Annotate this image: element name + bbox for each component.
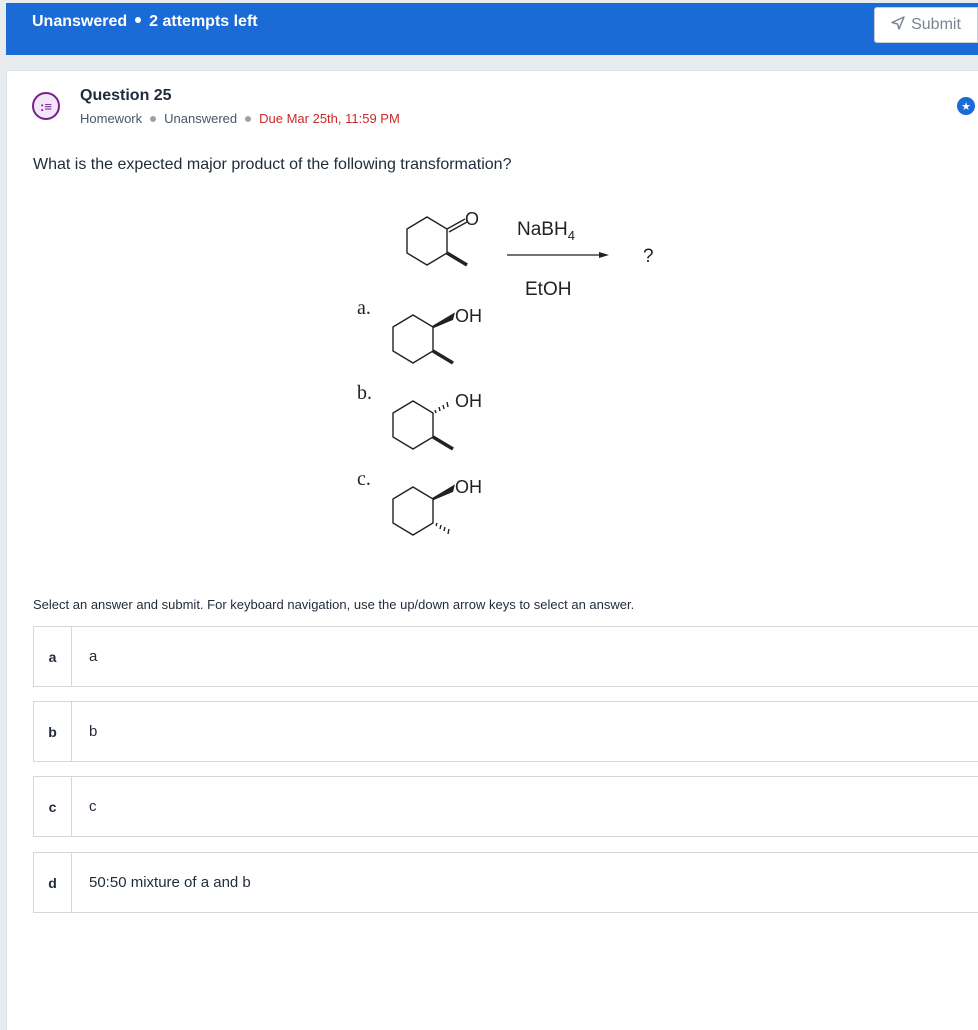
question-card — [6, 70, 978, 1030]
answer-option-d[interactable] — [33, 852, 978, 913]
question-list-icon: :≡ — [32, 92, 60, 120]
answer-option-c[interactable] — [33, 776, 978, 837]
option-text: c — [89, 798, 97, 815]
option-letter: b — [34, 702, 72, 761]
bookmark-star-icon[interactable]: ★ — [957, 97, 975, 115]
separator-dot — [245, 116, 251, 122]
submit-label: Submit — [911, 16, 961, 33]
separator-dot — [150, 116, 156, 122]
reagent-nabh4: NaBH$_4$ — [517, 219, 575, 243]
question-prompt: What is the expected major product of the following transformation? — [33, 156, 512, 173]
option-letter: a — [34, 627, 72, 686]
structure-c — [393, 487, 453, 535]
submit-button[interactable] — [874, 7, 978, 43]
question-category: Homework — [80, 111, 143, 126]
attempts-left: 2 attempts left — [149, 13, 258, 30]
top-bar — [6, 3, 978, 55]
send-icon — [891, 16, 905, 35]
question-meta — [80, 111, 400, 126]
cyclohexanone — [407, 217, 467, 265]
option-text: 50:50 mixture of a and b — [89, 874, 251, 891]
question-title: Question 25 — [80, 87, 172, 104]
oh-b: OH — [455, 391, 482, 411]
separator-dot — [135, 17, 141, 23]
option-letter: d — [34, 853, 72, 912]
option-text: b — [89, 723, 98, 740]
oh-a: OH — [455, 306, 482, 326]
option-b-label: b. — [357, 382, 372, 404]
carbonyl-o: O — [465, 209, 480, 229]
answer-option-a[interactable] — [33, 626, 978, 687]
attempt-status — [32, 13, 258, 31]
option-c-label: c. — [357, 468, 371, 490]
reaction-arrow — [507, 252, 609, 258]
option-text: a — [89, 648, 98, 665]
reaction-scheme — [327, 207, 687, 577]
product-question-mark: ? — [643, 246, 654, 267]
answer-instructions: Select an answer and submit. For keyboard navigation, use the up/down arrow keys to select an answer. — [33, 597, 635, 612]
answer-option-b[interactable] — [33, 701, 978, 762]
solvent-etoh: EtOH — [525, 279, 572, 300]
oh-c: OH — [455, 477, 482, 497]
due-date: Due Mar 25th, 11:59 PM — [259, 111, 400, 126]
structure-a — [393, 315, 453, 363]
structure-b — [393, 401, 453, 449]
question-state: Unanswered — [164, 111, 238, 126]
status-text: Unanswered — [32, 13, 128, 30]
option-letter: c — [34, 777, 72, 836]
option-a-label: a. — [357, 297, 371, 319]
